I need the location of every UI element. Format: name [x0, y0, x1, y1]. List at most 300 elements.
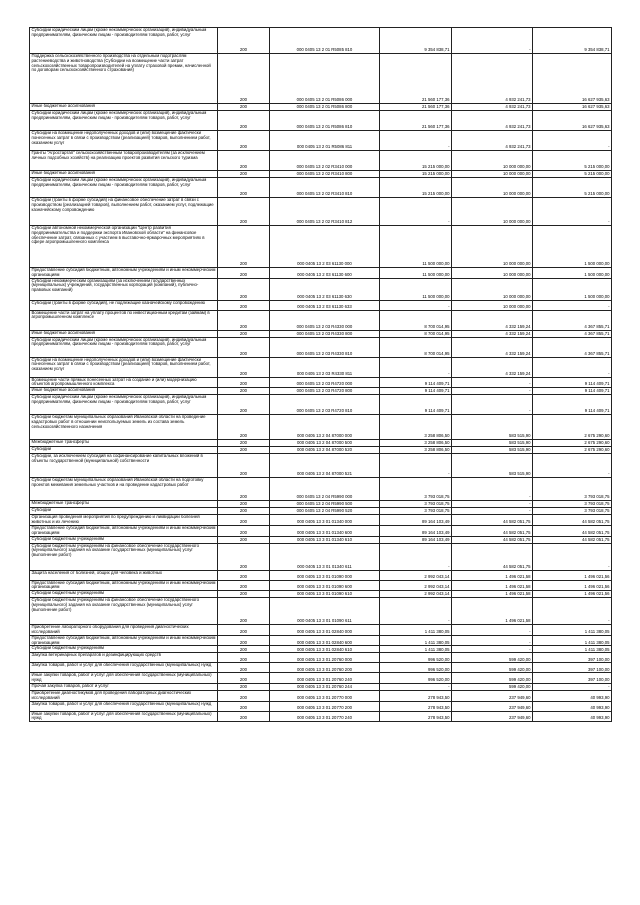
table-row — [30, 701, 612, 711]
row-kbk: 000 0405 13 2 01 R5086 810 — [270, 111, 380, 131]
row-code: 200 — [218, 701, 270, 711]
row-remaining-amount: 1 411 380,05 — [533, 646, 612, 653]
row-kbk: 000 0405 13 2 04 R5990 000 — [270, 478, 380, 501]
row-name: Предоставление субсидий бюджетным, автономным учреждениям и иным некоммерческим организациям — [31, 525, 216, 535]
table-row — [30, 653, 612, 663]
row-executed-amount: 583 515,90 — [452, 454, 533, 478]
row-kbk: 000 0405 13 2 04 87000 521 — [270, 454, 380, 478]
row-kbk: 000 0405 13 3 01 01090 611 — [270, 598, 380, 625]
row-name: Поддержка сельскохозяйственного производства на отдельным подотраслям растениеводства и животноводства (Субсидии на возмещение части затрат сельскохозяйственных товаропроизводителей на уплату страховой премии, начисленной по договорам сельскохозяйственного страхования) — [30, 54, 218, 104]
row-plan-amount: 89 164 103,49 — [380, 515, 452, 526]
table-row — [30, 395, 612, 415]
row-code: 200 — [218, 377, 270, 388]
row-plan-amount: 996 520,00 — [380, 663, 452, 673]
table-row — [30, 625, 612, 636]
row-executed-amount: 10 000 000,00 — [452, 178, 533, 198]
row-kbk: 000 0405 13 3 01 20770 240 — [270, 711, 380, 722]
row-remaining-amount: 1 500 000,00 — [533, 226, 612, 268]
row-name: Иные бюджетные ассигнования — [30, 171, 218, 178]
row-code: 200 — [218, 54, 270, 104]
row-code: 200 — [218, 178, 270, 198]
table-row — [30, 268, 612, 279]
row-name: Предоставление субсидий бюджетным, автономным учреждениям и иным некоммерческим организациям — [31, 267, 216, 277]
budget-execution-table — [29, 27, 612, 722]
row-plan-amount: - — [380, 684, 452, 691]
row-code: 200 — [218, 415, 270, 440]
row-code: 200 — [218, 310, 270, 330]
row-plan-amount: 996 520,00 — [380, 673, 452, 684]
row-kbk: 000 0405 13 2 04 R5990 500 — [270, 501, 380, 508]
row-plan-amount: 1 411 380,05 — [380, 635, 452, 646]
row-name: Иные закупки товаров, работ и услуг для обеспечения государственных (муниципальных) нужд — [30, 711, 218, 722]
table-row — [30, 570, 612, 580]
row-code: 200 — [218, 501, 270, 508]
row-kbk: 000 0405 13 2 04 87000 000 — [270, 415, 380, 440]
table-row — [30, 508, 612, 515]
row-executed-amount: 44 582 051,75 — [452, 543, 533, 570]
row-kbk: 000 0405 13 3 01 01090 610 — [270, 591, 380, 598]
row-remaining-amount: 1 496 021,56 — [533, 570, 612, 580]
row-name: Субсидии бюджетам муниципальных образований Ивановской области на проведение кадастровых работ в отношении неиспользуемых земель из состава земель сельскохозяйственного назначения — [30, 415, 218, 440]
row-remaining-amount: 2 675 290,60 — [533, 415, 612, 440]
row-remaining-amount: 16 627 935,63 — [533, 104, 612, 111]
table-row — [30, 543, 612, 570]
row-name: Предоставление субсидий бюджетным, автономным учреждениям и иным некоммерческим организациям — [31, 635, 216, 645]
row-name: Закупка товаров, работ и услуг для обеспечения государственных (муниципальных) нужд — [30, 663, 218, 673]
row-executed-amount: 4 332 159,24 — [452, 337, 533, 357]
table-row — [30, 635, 612, 646]
row-executed-amount: 10 000 000,00 — [452, 268, 533, 279]
row-code: 200 — [218, 454, 270, 478]
row-code: 200 — [218, 525, 270, 536]
row-executed-amount: 237 949,60 — [452, 711, 533, 722]
row-code: 200 — [218, 570, 270, 580]
row-plan-amount: 21 560 177,36 — [380, 111, 452, 131]
row-kbk: 000 0405 13 2 02 R3410 800 — [270, 171, 380, 178]
table-row — [30, 440, 612, 447]
row-code: 200 — [218, 635, 270, 646]
row-code: 200 — [218, 330, 270, 337]
row-kbk: 000 0405 13 3 01 01340 000 — [270, 515, 380, 526]
row-executed-amount: 599 420,00 — [452, 663, 533, 673]
table-row — [30, 454, 612, 478]
row-name: Межбюджетные трансферты — [30, 440, 218, 447]
row-name: Субсидии юридическим лицам (кроме некоммерческих организаций), индивидуальным предпринимателям, физическим лицам - производителям товаров, работ, услуг — [30, 28, 218, 54]
row-plan-amount: - — [380, 357, 452, 377]
row-remaining-amount: 3 793 018,75 — [533, 508, 612, 515]
row-name: Иные бюджетные ассигнования — [30, 104, 218, 111]
row-kbk: 000 0405 13 2 01 R5086 800 — [270, 104, 380, 111]
table-row — [30, 171, 612, 178]
row-name: Субсидии (гранты в форме субсидий), не подлежащие казначейскому сопровождению — [30, 300, 218, 310]
row-plan-amount: - — [380, 131, 452, 151]
row-code: 200 — [218, 388, 270, 395]
row-kbk: 000 0405 13 2 03 61130 633 — [270, 300, 380, 310]
row-code: 200 — [218, 673, 270, 684]
row-plan-amount: 3 793 018,75 — [380, 508, 452, 515]
row-kbk: 000 0405 13 2 03 R4330 810 — [270, 337, 380, 357]
row-executed-amount: 4 932 241,73 — [452, 104, 533, 111]
row-code: 200 — [218, 536, 270, 543]
row-remaining-amount: 3 793 018,75 — [533, 501, 612, 508]
row-name: Субсидии бюджетным учреждениям — [30, 536, 218, 543]
row-plan-amount: 9 114 409,71 — [380, 388, 452, 395]
row-remaining-amount: 16 627 935,63 — [533, 54, 612, 104]
row-kbk: 000 0405 13 3 01 02840 610 — [270, 646, 380, 653]
row-executed-amount: - — [452, 28, 533, 54]
row-remaining-amount: 397 100,00 — [533, 653, 612, 663]
row-code: 200 — [218, 395, 270, 415]
row-kbk: 000 0405 13 3 01 01340 600 — [270, 525, 380, 536]
row-executed-amount: 583 515,90 — [452, 447, 533, 454]
row-plan-amount: 21 560 177,36 — [380, 54, 452, 104]
table-row — [30, 330, 612, 337]
row-plan-amount: - — [380, 454, 452, 478]
row-remaining-amount: 1 496 021,56 — [533, 580, 612, 591]
row-executed-amount: 583 515,90 — [452, 415, 533, 440]
row-executed-amount: 4 932 241,73 — [452, 111, 533, 131]
row-code: 200 — [218, 580, 270, 591]
row-plan-amount: 9 354 838,71 — [380, 28, 452, 54]
row-code: 200 — [218, 478, 270, 501]
row-name: Субсидии автономной некоммерческой организации "Центр развития предпринимательства и поддержки экспорта Ивановской области" на финансовое обеспечение затрат, связанных с участием в выставочно-ярмарочных мероприятиях в сфере агропромышленного комплекса — [30, 226, 218, 268]
row-plan-amount: 9 114 409,71 — [380, 377, 452, 388]
row-name: Субсидии юридическим лицам (кроме некоммерческих организаций), индивидуальным предпринимателям, физическим лицам - производителям товаров, работ, услуг — [30, 178, 218, 198]
row-name: Субсидии — [30, 447, 218, 454]
row-executed-amount: 237 949,60 — [452, 701, 533, 711]
table-row — [30, 515, 612, 526]
row-name: Субсидии юридическим лицам (кроме некоммерческих организаций), индивидуальным предпринимателям, физическим лицам - производителям товаров, работ, услуг — [30, 111, 218, 131]
row-plan-amount: 15 215 000,00 — [380, 178, 452, 198]
row-name: Организация проведения мероприятий по предупреждению и ликвидации болезней животных и их лечению — [30, 515, 218, 526]
row-code: 200 — [218, 337, 270, 357]
table-row — [30, 104, 612, 111]
table-row — [30, 711, 612, 722]
row-kbk: 000 0405 13 3 01 01340 611 — [270, 543, 380, 570]
table-row — [30, 663, 612, 673]
row-executed-amount: - — [452, 395, 533, 415]
row-plan-amount: 89 164 103,49 — [380, 525, 452, 536]
row-plan-amount: 8 700 014,95 — [380, 310, 452, 330]
row-remaining-amount: 40 993,90 — [533, 691, 612, 702]
row-plan-amount: 8 700 014,95 — [380, 337, 452, 357]
table-row — [30, 591, 612, 598]
row-remaining-amount: 1 500 000,00 — [533, 278, 612, 300]
row-executed-amount: 1 496 021,58 — [452, 598, 533, 625]
row-remaining-amount: 44 582 051,75 — [533, 525, 612, 536]
row-code: 200 — [218, 711, 270, 722]
row-kbk: 000 0405 13 2 03 R4330 000 — [270, 310, 380, 330]
row-executed-amount: 599 420,00 — [452, 673, 533, 684]
row-plan-amount: 3 793 018,75 — [380, 501, 452, 508]
row-executed-amount: - — [452, 625, 533, 636]
row-name: Межбюджетные трансферты — [30, 501, 218, 508]
row-kbk: 000 0405 13 2 04 87000 500 — [270, 440, 380, 447]
row-plan-amount: 2 992 043,14 — [380, 570, 452, 580]
row-remaining-amount: - — [533, 684, 612, 691]
row-name: Возмещение части прямых понесенных затрат на создание и (или) модернизацию объектов агропромышленного комплекса — [30, 377, 218, 388]
row-remaining-amount: - — [533, 598, 612, 625]
row-kbk: 000 0405 13 3 01 01340 610 — [270, 536, 380, 543]
table-row — [30, 111, 612, 131]
row-code: 200 — [218, 357, 270, 377]
table-row — [30, 447, 612, 454]
row-code: 200 — [218, 268, 270, 279]
row-name: Субсидии — [30, 508, 218, 515]
row-plan-amount: 996 520,00 — [380, 653, 452, 663]
row-remaining-amount: - — [533, 198, 612, 226]
table-row — [30, 54, 612, 104]
row-code: 200 — [218, 646, 270, 653]
row-code: 200 — [218, 653, 270, 663]
row-kbk: 000 0405 13 2 03 61130 000 — [270, 226, 380, 268]
row-kbk: 000 0405 13 2 02 R3410 812 — [270, 198, 380, 226]
table-row — [30, 536, 612, 543]
table-row — [30, 388, 612, 395]
row-kbk: 000 0405 13 3 01 02840 600 — [270, 635, 380, 646]
table-row — [30, 198, 612, 226]
table-row — [30, 673, 612, 684]
row-code: 200 — [218, 447, 270, 454]
row-remaining-amount: 397 100,00 — [533, 663, 612, 673]
row-kbk: 000 0405 13 2 01 R5085 810 — [270, 28, 380, 54]
row-kbk: 000 0405 13 3 01 02840 000 — [270, 625, 380, 636]
row-kbk: 000 0405 13 2 03 R4720 000 — [270, 377, 380, 388]
row-plan-amount: 2 992 043,14 — [380, 580, 452, 591]
row-executed-amount: 10 000 000,00 — [452, 171, 533, 178]
row-name: Закупка товаров, работ и услуг для обеспечения государственных (муниципальных) нужд — [30, 701, 218, 711]
table-row — [30, 415, 612, 440]
row-plan-amount: - — [380, 598, 452, 625]
row-name: Субсидии на возмещение недополученных доходов и (или) возмещение фактически понесенных затрат в связи с производством (реализацией) товаров, выполнением работ, оказанием услуг — [30, 131, 218, 151]
row-remaining-amount: 5 215 000,00 — [533, 171, 612, 178]
table-row — [30, 226, 612, 268]
table-row — [30, 337, 612, 357]
row-remaining-amount: 40 993,90 — [533, 701, 612, 711]
row-remaining-amount: 4 367 855,71 — [533, 310, 612, 330]
row-kbk: 000 0405 13 3 01 20770 000 — [270, 691, 380, 702]
row-plan-amount: 21 560 177,36 — [380, 104, 452, 111]
table-row — [30, 598, 612, 625]
row-remaining-amount: 5 215 000,00 — [533, 178, 612, 198]
row-plan-amount: - — [380, 300, 452, 310]
row-executed-amount: 583 515,90 — [452, 440, 533, 447]
row-remaining-amount: - — [533, 131, 612, 151]
row-name: Субсидии юридическим лицам (кроме некоммерческих организаций), индивидуальным предпринимателям, физическим лицам - производителям товаров, работ, услуг — [30, 337, 218, 357]
row-kbk: 000 0405 13 2 01 R5086 000 — [270, 54, 380, 104]
table-row — [30, 28, 612, 54]
row-code: 200 — [218, 663, 270, 673]
row-remaining-amount: 1 496 021,56 — [533, 591, 612, 598]
row-executed-amount: 1 496 021,58 — [452, 591, 533, 598]
row-remaining-amount: 3 793 018,75 — [533, 478, 612, 501]
row-remaining-amount: 397 100,00 — [533, 673, 612, 684]
table-row — [30, 310, 612, 330]
row-code: 200 — [218, 440, 270, 447]
row-plan-amount: 1 411 380,05 — [380, 646, 452, 653]
row-executed-amount: 10 000 000,00 — [452, 278, 533, 300]
row-remaining-amount: 9 354 838,71 — [533, 28, 612, 54]
row-plan-amount: 2 992 043,14 — [380, 591, 452, 598]
row-code: 200 — [218, 543, 270, 570]
row-remaining-amount: 5 215 000,00 — [533, 151, 612, 171]
table-row — [30, 151, 612, 171]
row-kbk: 000 0405 13 2 03 R4720 800 — [270, 388, 380, 395]
row-executed-amount: 10 000 000,00 — [452, 300, 533, 310]
table-row — [30, 580, 612, 591]
row-remaining-amount: 44 582 051,75 — [533, 536, 612, 543]
row-remaining-amount: 2 675 290,60 — [533, 447, 612, 454]
row-executed-amount: 4 932 241,73 — [452, 131, 533, 151]
row-code: 200 — [218, 515, 270, 526]
row-code: 200 — [218, 198, 270, 226]
table-row — [30, 300, 612, 310]
row-name: Иные закупки товаров, работ и услуг для обеспечения государственных (муниципальных) нужд — [30, 673, 218, 684]
row-executed-amount: 599 420,00 — [452, 684, 533, 691]
row-remaining-amount: 1 411 380,05 — [533, 635, 612, 646]
table-row — [30, 478, 612, 501]
row-executed-amount: - — [452, 635, 533, 646]
row-executed-amount: - — [452, 478, 533, 501]
row-name: Иные бюджетные ассигнования — [30, 330, 218, 337]
row-name: Приобретение диагностикумов для проведения лабораторных диагностических исследований — [30, 691, 218, 702]
row-code: 200 — [218, 508, 270, 515]
row-remaining-amount: 44 582 051,75 — [533, 515, 612, 526]
row-code: 200 — [218, 104, 270, 111]
row-remaining-amount: - — [533, 454, 612, 478]
row-executed-amount: 1 496 021,58 — [452, 570, 533, 580]
row-plan-amount: 1 411 380,05 — [380, 625, 452, 636]
row-executed-amount: 10 000 000,00 — [452, 198, 533, 226]
row-kbk: 000 0405 13 2 03 61130 630 — [270, 278, 380, 300]
row-name: Субсидии бюджетным учреждениям — [30, 591, 218, 598]
row-remaining-amount: 1 411 380,05 — [533, 625, 612, 636]
row-executed-amount: 44 582 051,75 — [452, 525, 533, 536]
row-plan-amount: 89 164 103,49 — [380, 536, 452, 543]
row-kbk: 000 0405 13 2 04 R5990 520 — [270, 508, 380, 515]
row-plan-amount: 278 943,50 — [380, 711, 452, 722]
row-executed-amount: - — [452, 508, 533, 515]
row-plan-amount: 3 258 806,50 — [380, 440, 452, 447]
row-kbk: 000 0405 13 3 01 20760 000 — [270, 653, 380, 663]
row-remaining-amount: 9 114 409,71 — [533, 395, 612, 415]
row-name: Закупка ветеринарных препаратов и дезинфицирующих средств — [30, 653, 218, 663]
row-code: 200 — [218, 300, 270, 310]
row-kbk: 000 0405 13 2 02 R3410 000 — [270, 151, 380, 171]
row-plan-amount: 9 114 409,71 — [380, 395, 452, 415]
row-name: Защита населения от болезней, общих для человека и животных — [30, 570, 218, 580]
row-name: Субсидии бюджетным учреждениям — [30, 646, 218, 653]
row-plan-amount: 11 500 000,00 — [380, 268, 452, 279]
row-code: 200 — [218, 684, 270, 691]
table-row — [30, 525, 612, 536]
row-remaining-amount: 2 675 290,60 — [533, 440, 612, 447]
row-executed-amount: 4 332 159,24 — [452, 310, 533, 330]
row-executed-amount: - — [452, 377, 533, 388]
row-remaining-amount: - — [533, 300, 612, 310]
row-plan-amount: - — [380, 543, 452, 570]
row-name: Субсидии бюджетам муниципальных образований Ивановской области на подготовку проектов межевания земельных участков и на проведение кадастровых работ — [30, 478, 218, 501]
row-kbk: 000 0405 13 2 01 R5086 811 — [270, 131, 380, 151]
budget-report-page — [29, 27, 611, 722]
row-code: 200 — [218, 111, 270, 131]
row-name: Приобретение лабораторного оборудования для проведения диагностических исследований — [30, 625, 218, 636]
row-name: Прочая закупка товаров, работ и услуг — [30, 684, 218, 691]
row-plan-amount: 278 943,50 — [380, 701, 452, 711]
row-plan-amount: 11 500 000,00 — [380, 226, 452, 268]
row-kbk: 000 0405 13 3 01 20760 240 — [270, 673, 380, 684]
row-executed-amount: 10 000 000,00 — [452, 226, 533, 268]
row-remaining-amount: 16 627 935,63 — [533, 111, 612, 131]
row-remaining-amount: 9 114 409,71 — [533, 388, 612, 395]
row-name: Субсидии (гранты в форме субсидий) на финансовое обеспечение затрат в связи с производством (реализацией товаров), выполнением работ, оказанием услуг, подлежащие казначейскому сопровождению — [30, 198, 218, 226]
row-kbk: 000 0405 13 3 01 01090 600 — [270, 580, 380, 591]
row-remaining-amount: 1 500 000,00 — [533, 268, 612, 279]
row-kbk: 000 0405 13 2 03 R4330 811 — [270, 357, 380, 377]
row-kbk: 000 0405 13 3 01 20770 200 — [270, 701, 380, 711]
row-name: Предоставление субсидий бюджетным, автономным учреждениям и иным некоммерческим организациям — [31, 580, 216, 590]
row-executed-amount: 599 420,00 — [452, 653, 533, 663]
row-name: Субсидии бюджетным учреждениям на финансовое обеспечение государственного (муниципального) задания на оказание государственных (муниципальных) услуг (выполнение работ) — [30, 598, 218, 625]
row-remaining-amount: 4 367 855,71 — [533, 330, 612, 337]
table-row — [30, 501, 612, 508]
row-code: 200 — [218, 278, 270, 300]
row-plan-amount: 15 215 000,00 — [380, 171, 452, 178]
row-code: 200 — [218, 625, 270, 636]
row-name: Гранты "Агростартап" сельскохозяйственным товаропроизводителям (за исключением личных подсобных хозяйств) на реализацию проектов развития сельского туризма — [30, 151, 218, 171]
row-name: Субсидии, за исключением субсидий на софинансирование капитальных вложений в объекты государственной (муниципальной) собственности — [30, 454, 218, 478]
row-code: 200 — [218, 598, 270, 625]
row-plan-amount: 278 943,50 — [380, 691, 452, 702]
row-plan-amount: 3 258 806,50 — [380, 447, 452, 454]
table-row — [30, 131, 612, 151]
row-plan-amount: 8 700 014,95 — [380, 330, 452, 337]
row-plan-amount: 3 258 806,50 — [380, 415, 452, 440]
row-code: 200 — [218, 151, 270, 171]
row-executed-amount: 10 000 000,00 — [452, 151, 533, 171]
row-kbk: 000 0405 13 3 01 01090 000 — [270, 570, 380, 580]
row-kbk: 000 0405 13 3 01 20760 244 — [270, 684, 380, 691]
row-name: Субсидии некоммерческим организациям (за исключением государственных (муниципальных) учреждений, государственных корпораций (компаний), публично-правовых компаний) — [30, 278, 218, 300]
row-remaining-amount: 40 993,90 — [533, 711, 612, 722]
table-row — [30, 646, 612, 653]
row-executed-amount: - — [452, 646, 533, 653]
table-row — [30, 278, 612, 300]
row-code: 200 — [218, 226, 270, 268]
row-name: Субсидии на возмещение недополученных доходов и (или) возмещение фактически понесенных затрат в связи с производством (реализацией) товаров, выполнением работ, оказанием услуг — [30, 357, 218, 377]
row-remaining-amount: - — [533, 357, 612, 377]
row-name: Иные бюджетные ассигнования — [30, 388, 218, 395]
row-kbk: 000 0405 13 2 02 R3410 810 — [270, 178, 380, 198]
row-code: 200 — [218, 171, 270, 178]
row-executed-amount: 4 332 159,24 — [452, 330, 533, 337]
row-executed-amount: 1 496 021,58 — [452, 580, 533, 591]
row-kbk: 000 0405 13 2 03 R4330 800 — [270, 330, 380, 337]
row-executed-amount: 237 949,60 — [452, 691, 533, 702]
table-row — [30, 178, 612, 198]
row-remaining-amount: 9 114 409,71 — [533, 377, 612, 388]
row-name: Субсидии юридическим лицам (кроме некоммерческих организаций), индивидуальным предпринимателям, физическим лицам - производителям товаров, работ, услуг — [30, 395, 218, 415]
row-plan-amount: - — [380, 198, 452, 226]
row-remaining-amount: - — [533, 543, 612, 570]
row-name: Субсидии бюджетным учреждениям на финансовое обеспечение государственного (муниципального) задания на оказание государственных (муниципальных) услуг (выполнение работ) — [30, 543, 218, 570]
row-name: Возмещение части затрат на уплату процентов по инвестиционным кредитам (займам) в агропромышленном комплексе — [30, 310, 218, 330]
row-kbk: 000 0405 13 2 03 61130 600 — [270, 268, 380, 279]
row-kbk: 000 0405 13 3 01 20760 200 — [270, 663, 380, 673]
table-row — [30, 691, 612, 702]
table-row — [30, 684, 612, 691]
row-executed-amount: - — [452, 388, 533, 395]
